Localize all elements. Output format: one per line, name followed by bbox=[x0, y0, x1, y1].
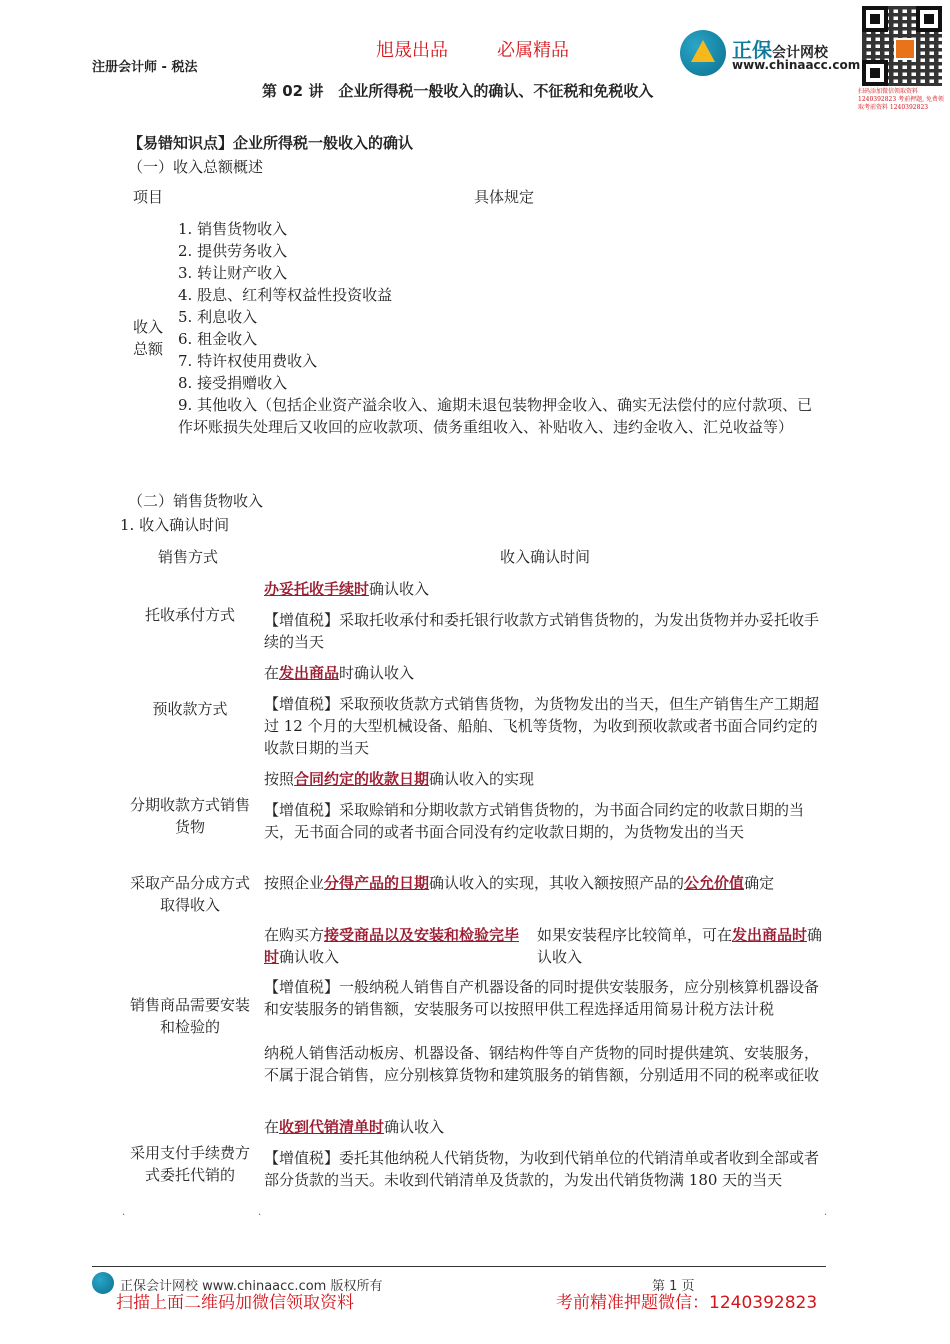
list-item: 3. 转让财产收入 bbox=[178, 264, 288, 282]
subsection-heading: （二）销售货物收入 bbox=[128, 492, 264, 510]
rule-text: 按照企业 bbox=[264, 874, 325, 892]
table-row-rule bbox=[264, 578, 429, 600]
section-heading: 【易错知识点】企业所得税一般收入的确认 bbox=[128, 134, 414, 152]
table2-header-method: 销售方式 bbox=[158, 548, 219, 566]
table-row-method: 销售商品需要安装和检验的 bbox=[129, 996, 250, 1036]
rule-text: 如果安装程序比较简单，可在 bbox=[537, 926, 733, 944]
rule-text: 确认收入的实现，其收入额按照产品的 bbox=[429, 874, 685, 892]
table-corner-mark: · bbox=[824, 1210, 828, 1221]
rule-text: 确认收入的实现 bbox=[429, 770, 535, 788]
qr-corner-icon bbox=[862, 60, 888, 86]
rule-text: 确认收入 bbox=[384, 1118, 445, 1136]
vat-note: 【增值税】一般纳税人销售自产机器设备的同时提供安装服务，应分别核算机器设备和安装服务的销售额，安装服务可以按照甲供工程选择适用简易计税方法计税 bbox=[264, 978, 820, 1018]
list-item: 2. 提供劳务收入 bbox=[178, 242, 288, 260]
qr-note: 扫码添加微信领取资料 1240392823 考前押题, 免费领取考前资料 1240392823 bbox=[858, 88, 944, 111]
qr-corner-icon bbox=[916, 6, 942, 32]
list-item: 8. 接受捐赠收入 bbox=[178, 374, 288, 392]
rule-highlight: 公允价值 bbox=[684, 874, 745, 892]
footer-promo-right: 考前精准押题微信：1240392823 bbox=[556, 1293, 818, 1313]
logo-name: 正保 bbox=[732, 38, 772, 62]
rule-text: 确认收入 bbox=[369, 580, 430, 598]
list-item: 6. 租金收入 bbox=[178, 330, 258, 348]
rule-text: 在购买方 bbox=[264, 926, 325, 944]
table-row-rule bbox=[264, 924, 526, 968]
footer-logo-icon bbox=[92, 1272, 114, 1294]
vat-note: 【增值税】采取预收货款方式销售货物，为货物发出的当天，但生产销售生产工期超过 12 个月的大型机械设备、船舶、飞机等货物，为收到预收款或者书面合同约定的收款日期的当天 bbox=[264, 695, 820, 757]
qr-center-logo-icon bbox=[894, 38, 916, 60]
rule-highlight: 收到代销清单时 bbox=[279, 1118, 385, 1136]
table-row-method: 分期收款方式销售货物 bbox=[129, 796, 250, 836]
table-row-method: 预收款方式 bbox=[152, 700, 228, 718]
list-item: 9. 其他收入（包括企业资产溢余收入、逾期未退包装物押金收入、确实无法偿付的应付款项、已作坏账损失处理后又收回的应收款项、债务重组收入、补贴收入、违约金收入、汇兑收益等） bbox=[178, 396, 813, 436]
table-row-rule bbox=[264, 1116, 444, 1138]
subsection-heading: （一）收入总额概述 bbox=[128, 158, 264, 176]
list-item: 1. 销售货物收入 bbox=[178, 220, 288, 238]
table1-header-rule: 具体规定 bbox=[474, 188, 535, 206]
vat-note: 【增值税】委托其他纳税人代销货物，为收到代销单位的代销清单或者收到全部或者部分货款的当天。未收到代销清单及货款的，为发出代销货物满 180 天的当天 bbox=[264, 1149, 820, 1189]
table-row-rule bbox=[264, 768, 534, 790]
vat-note: 【增值税】采取托收承付和委托银行收款方式销售货物的，为发出货物并办妥托收手续的当天 bbox=[264, 611, 820, 651]
table1-row-label: 收入总额 bbox=[132, 318, 163, 358]
rule-text: 确认收入 bbox=[537, 926, 823, 966]
promo-right: 必属精品 bbox=[497, 40, 569, 61]
rule-highlight: 合同约定的收款日期 bbox=[294, 770, 430, 788]
logo-url[interactable]: www.chinaacc.com bbox=[732, 58, 861, 72]
rule-highlight: 接受商品以及安装和检验完毕时 bbox=[264, 926, 520, 966]
table2-header-time: 收入确认时间 bbox=[500, 548, 591, 566]
vat-note: 【增值税】采取赊销和分期收款方式销售货物的，为书面合同约定的收款日期的当天，无书面合同的或者书面合同没有约定收款日期的，为货物发出的当天 bbox=[264, 801, 805, 841]
table-corner-mark: · bbox=[122, 1210, 126, 1221]
chinaacc-logo-icon bbox=[680, 30, 726, 76]
table-row-method: 采取产品分成方式取得收入 bbox=[129, 874, 250, 914]
rule-highlight: 分得产品的日期 bbox=[324, 874, 430, 892]
rule-text: 确定 bbox=[744, 874, 775, 892]
rule-text: 在 bbox=[264, 664, 280, 682]
rule-text: 按照 bbox=[264, 770, 295, 788]
logo-sub: 会计网校 bbox=[772, 45, 828, 61]
subsection-item: 1. 收入确认时间 bbox=[120, 516, 230, 534]
rule-highlight: 发出商品 bbox=[279, 664, 340, 682]
footer-promo-left: 扫描上面二维码加微信领取资料 bbox=[116, 1293, 354, 1313]
table-row-rule bbox=[537, 924, 823, 968]
rule-highlight: 办妥托收手续时 bbox=[264, 580, 370, 598]
rule-text: 在 bbox=[264, 1118, 280, 1136]
list-item: 7. 特许权使用费收入 bbox=[178, 352, 318, 370]
footer-divider bbox=[92, 1266, 826, 1267]
table1-header-item: 项目 bbox=[133, 188, 164, 206]
table-corner-mark: · bbox=[258, 1210, 262, 1221]
page-number: 第 1 页 bbox=[652, 1279, 695, 1294]
qr-corner-icon bbox=[862, 6, 888, 32]
list-item: 5. 利息收入 bbox=[178, 308, 258, 326]
rule-text: 确认收入 bbox=[279, 948, 340, 966]
list-item: 4. 股息、红利等权益性投资收益 bbox=[178, 286, 393, 304]
table-row-method: 采用支付手续费方式委托代销的 bbox=[129, 1144, 250, 1184]
promo-left: 旭晟出品 bbox=[376, 40, 448, 61]
rule-highlight: 发出商品时 bbox=[732, 926, 808, 944]
course-label: 注册会计师 - 税法 bbox=[92, 60, 198, 75]
table-row-rule bbox=[264, 662, 414, 684]
footer-brand: 正保会计网校 www.chinaacc.com 版权所有 bbox=[120, 1279, 383, 1294]
table-row-method: 托收承付方式 bbox=[144, 606, 235, 624]
vat-note: 纳税人销售活动板房、机器设备、钢结构件等自产货物的同时提供建筑、安装服务，不属于混合销售，应分别核算货物和建筑服务的销售额，分别适用不同的税率或征收 bbox=[264, 1044, 820, 1084]
lecture-title: 第 02 讲 企业所得税一般收入的确认、不征税和免税收入 bbox=[262, 82, 654, 100]
table-row-rule bbox=[264, 872, 822, 894]
rule-text: 时确认收入 bbox=[339, 664, 415, 682]
